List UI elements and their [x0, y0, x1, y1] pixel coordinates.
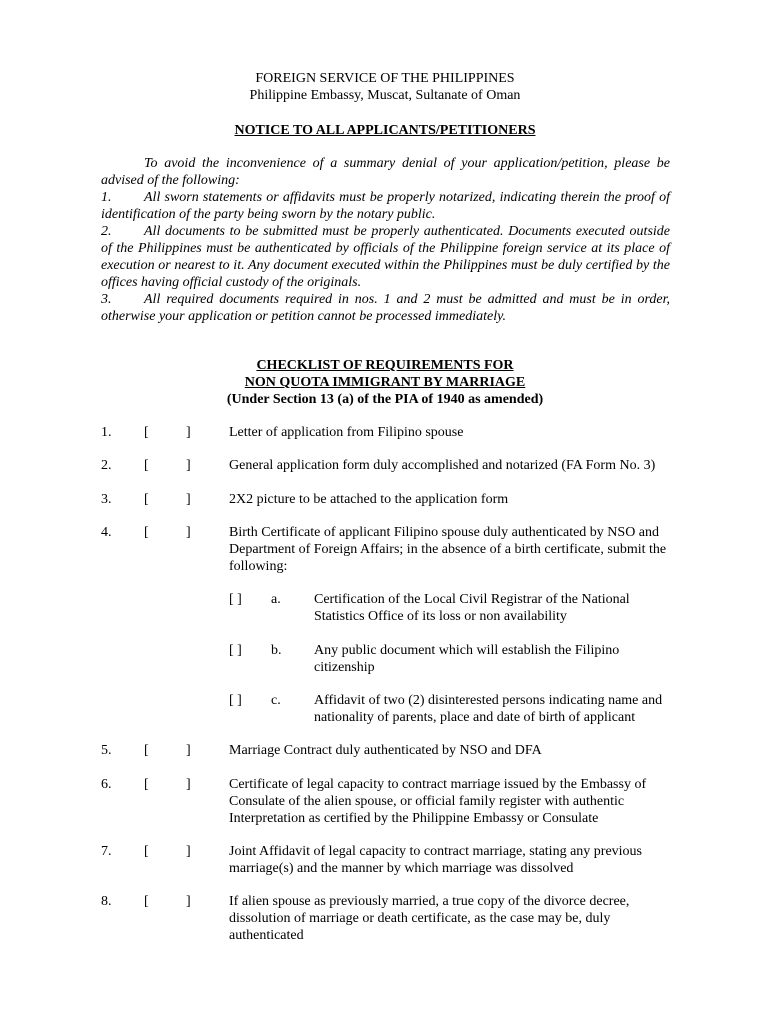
subitem-checkbox: [ ] [229, 643, 242, 658]
notice-title: NOTICE TO ALL APPLICANTS/PETITIONERS [234, 123, 536, 138]
subitem-letter: c. [271, 693, 281, 708]
subitem-checkbox: [ ] [229, 693, 242, 708]
item-number: 5. [101, 743, 112, 758]
notice-point-number: 2. [101, 224, 112, 239]
checkbox-close-bracket: ] [186, 844, 191, 859]
checkbox-close-bracket: ] [186, 458, 191, 473]
subitem-text: Affidavit of two (2) disinterested persons indicating name and nationality of parents, place and date of birth of applicant [314, 693, 663, 725]
notice-intro: To avoid the inconvenience of a summary denial of your application/petition, please be advised of the following: [101, 156, 670, 188]
subitem-text: Any public document which will establish the Filipino citizenship [314, 643, 620, 675]
item-text: 2X2 picture to be attached to the application form [229, 492, 509, 507]
item-text: Letter of application from Filipino spouse [229, 425, 464, 440]
checkbox-close-bracket: ] [186, 777, 191, 792]
checklist-subtitle: (Under Section 13 (a) of the PIA of 1940 as amended) [226, 392, 544, 407]
checkbox-open-bracket: [ [144, 777, 149, 792]
item-number: 1. [101, 425, 112, 440]
notice-point-text: All required documents required in nos. 1 and 2 must be admitted and must be in order, otherwise your application or petition cannot be processed immediately. [101, 292, 670, 324]
item-text: General application form duly accomplished and notarized (FA Form No. 3) [229, 458, 656, 473]
item-text: Marriage Contract duly authenticated by NSO and DFA [229, 743, 542, 758]
subitem-letter: b. [271, 643, 282, 658]
header-line-2: Philippine Embassy, Muscat, Sultanate of Oman [249, 88, 521, 103]
item-number: 7. [101, 844, 112, 859]
checkbox-open-bracket: [ [144, 743, 149, 758]
item-text: If alien spouse as previously married, a true copy of the divorce decree, dissolution of marriage or death certificate, as the case may be, duly authenticated [229, 894, 630, 943]
notice-point-text: All documents to be submitted must be properly authenticated. Documents executed outside of the Philippines must be authenticated by officials of the Philippine foreign service at its place of execution or nearest to it. Any document executed within the Philippines must be duly certified by the offices having official custody of the originals. [101, 224, 670, 290]
notice-point-3 [101, 291, 670, 325]
notice-point-2 [101, 223, 670, 291]
checkbox-open-bracket: [ [144, 894, 149, 909]
item-number: 2. [101, 458, 112, 473]
item-number: 3. [101, 492, 112, 507]
notice-point-number: 3. [101, 292, 112, 307]
checklist-title-line-2: NON QUOTA IMMIGRANT BY MARRIAGE [244, 375, 526, 390]
checkbox-close-bracket: ] [186, 425, 191, 440]
checkbox-open-bracket: [ [144, 525, 149, 540]
document-header [0, 70, 770, 104]
checkbox-close-bracket: ] [186, 743, 191, 758]
notice-point-text: All sworn statements or affidavits must be properly notarized, indicating therein the proof of identification of the party being sworn by the notary public. [101, 190, 670, 222]
checkbox-close-bracket: ] [186, 894, 191, 909]
checkbox-open-bracket: [ [144, 458, 149, 473]
checklist-title [0, 357, 770, 408]
item-number: 8. [101, 894, 112, 909]
item-number: 4. [101, 525, 112, 540]
checkbox-open-bracket: [ [144, 425, 149, 440]
item-number: 6. [101, 777, 112, 792]
subitem-checkbox: [ ] [229, 592, 242, 607]
subitem-letter: a. [271, 592, 281, 607]
item-text: Birth Certificate of applicant Filipino spouse duly authenticated by NSO and Department of Foreign Affairs; in the absence of a birth certificate, submit the following: [229, 525, 667, 574]
notice-point-1 [101, 189, 670, 223]
checklist-title-line-1: CHECKLIST OF REQUIREMENTS FOR [256, 358, 514, 373]
checkbox-close-bracket: ] [186, 492, 191, 507]
notice-point-number: 1. [101, 190, 112, 205]
notice-body [101, 155, 670, 325]
item-text: Joint Affidavit of legal capacity to contract marriage, stating any previous marriage(s) and the manner by which marriage was dissolved [229, 844, 642, 876]
checkbox-close-bracket: ] [186, 525, 191, 540]
header-line-1: FOREIGN SERVICE OF THE PHILIPPINES [255, 71, 515, 86]
checkbox-open-bracket: [ [144, 844, 149, 859]
subitem-text: Certification of the Local Civil Registrar of the National Statistics Office of its loss or non availability [314, 592, 630, 624]
checkbox-open-bracket: [ [144, 492, 149, 507]
item-text: Certificate of legal capacity to contract marriage issued by the Embassy of Consulate of the alien spouse, or official family register with authentic Interpretation as certified by the Philippine Embassy or Consulate [229, 777, 647, 826]
